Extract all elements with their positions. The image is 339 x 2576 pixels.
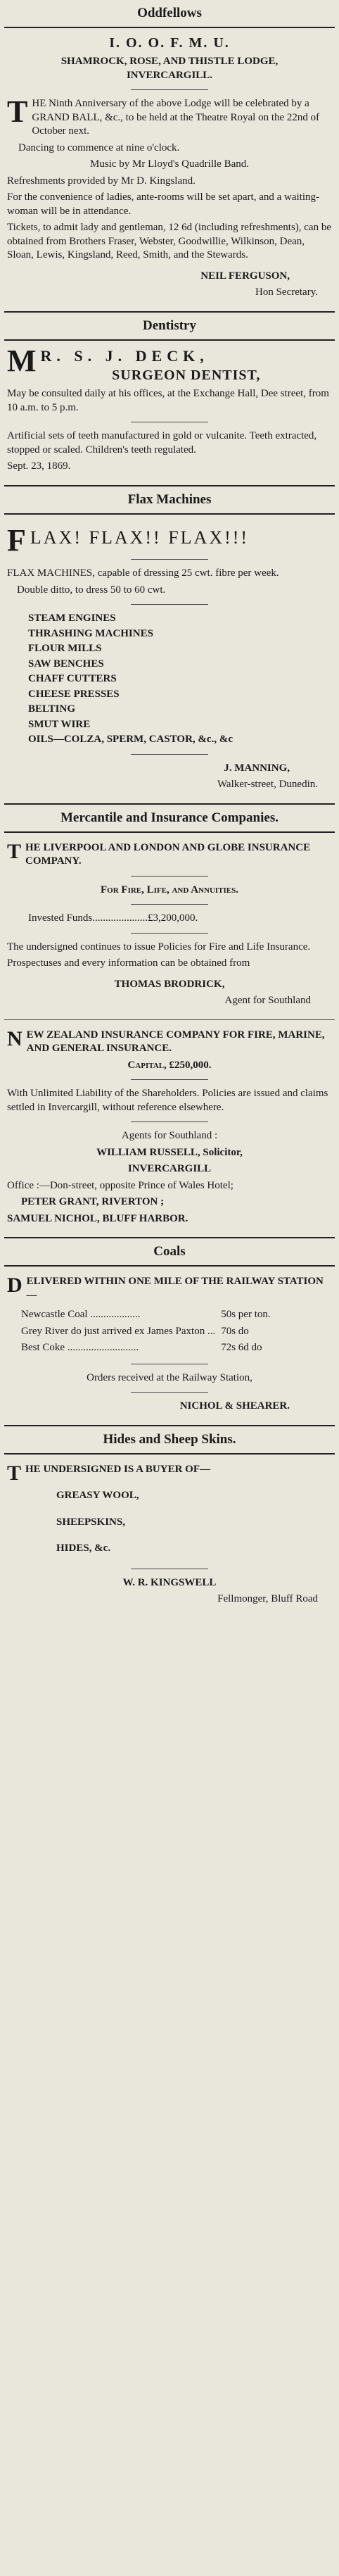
liverpool-title-text: HE LIVERPOOL AND LONDON AND GLOBE INSURANCE COMPANY. [25,841,311,867]
hides-list-item: SHEEPSKINS, [56,1516,125,1528]
short-rule [131,604,208,605]
section-header-hides: Hides and Sheep Skins. [103,1431,236,1447]
hides-list-item: HIDES, &c. [56,1543,111,1554]
flax-list-item: SMUT WIRE [28,718,91,730]
coal-rates-table [21,1307,276,1357]
table-row [21,1340,276,1357]
dentist-name: R. S. J. DECK, [40,346,209,365]
hides-ad [0,1455,339,1618]
agent-1: WILLIAM RUSSELL, Solicitor, [96,1146,243,1158]
liverpool-title [7,841,332,869]
section-header-oddfellows: Oddfellows [137,6,202,20]
nz-title-text: EW ZEALAND INSURANCE COMPANY FOR FIRE, MARINE, AND GENERAL INSURANCE. [26,1029,325,1055]
flax-list-item: CHAFF CUTTERS [28,673,117,685]
issue-text: The undersigned continues to issue Policies for Fire and Life Insurance. [7,941,311,953]
signer-name: J. MANNING, [224,762,290,774]
flax-list-item: CHEESE PRESSES [28,688,120,700]
short-rule [131,754,208,755]
coal-price: 72s 6d do [221,1342,262,1354]
refreshments-text: Refreshments provided by Mr D. Kingsland. [7,175,196,187]
coal-item: Best Coke ........................... [21,1342,139,1354]
section-header-flax: Flax Machines [127,491,212,507]
office-text: Office :—Don-street, opposite Prince of Wales Hotel; [7,1179,234,1191]
oddfellows-title: I. O. O. F. M. U. [109,35,230,51]
short-rule [131,933,208,934]
flax-ad [0,515,339,803]
consult-text: May be consulted daily at his offices, at the Exchange Hall, Dee street, from 10 a.m. to 5 p.m. [7,388,329,413]
prospectuses-text: Prospectuses and every information can be obtained from [7,957,250,969]
flax-list-item: THRASHING MACHINES [28,627,153,639]
hides-list-item: GREASY WOOL, [56,1490,139,1502]
coal-item: Grey River do just arrived ex James Paxton ... [21,1325,216,1337]
liverpool-ad [0,833,339,1019]
dropcap: F [7,522,26,558]
table-row [21,1324,276,1340]
liability-text: With Unlimited Liability of the Shareholders. Policies are issued and claims settled in Invercargill, without reference elsewhere. [7,1088,328,1113]
dentistry-ad [0,341,339,485]
section-header-dentistry: Dentistry [143,318,196,333]
flax-item-list [28,612,332,747]
dropcap: T [7,1461,22,1485]
hides-title [7,1461,332,1485]
signer-name: NEIL FERGUSON, [200,270,290,282]
coal-item: Newcastle Coal ................... [21,1309,141,1321]
dancing-text: Dancing to commence at nine o'clock. [18,142,180,153]
short-rule [131,1392,208,1393]
flax-title: LAX! FLAX!! FLAX!!! [30,527,250,548]
coal-price: 70s do [221,1325,249,1337]
short-rule [131,904,208,905]
agent-3: SAMUEL NICHOL, BLUFF HARBOR. [7,1212,188,1224]
coals-ad [0,1267,339,1425]
signer-address: Walker-street, Dunedin. [217,779,318,791]
flax-list-item: OILS—COLZA, SPERM, CASTOR, &c., &c [28,734,233,746]
flax-list-item: STEAM ENGINES [28,612,116,624]
nz-title [7,1026,332,1056]
oddfellows-intro [7,94,332,139]
lodge-name: SHAMROCK, ROSE, AND THISTLE LODGE, [60,56,279,67]
invested-funds: Invested Funds.....................£3,200,000. [28,912,198,924]
flax-double: Double ditto, to dress 50 to 60 cwt. [17,584,166,596]
short-rule [131,559,208,560]
hides-title-text: HE UNDERSIGNED IS A BUYER OF— [25,1463,210,1475]
date-text: Sept. 23, 1869. [7,460,71,472]
agent-1-place: INVERCARGILL [127,1163,212,1175]
agent-2: PETER GRANT, RIVERTON ; [21,1196,165,1208]
dropcap: T [7,839,22,863]
coal-price: 50s per ton. [221,1309,271,1321]
dropcap: N [7,1026,23,1050]
dropcap: T [7,94,28,129]
signer-name: THOMAS BRODRICK, [114,978,225,990]
intro-text: HE Ninth Anniversary of the above Lodge will be celebrated by a GRAND BALL, &c., to be held at the Theatre Royal on the 22nd of October next. [32,98,320,137]
liverpool-purpose: For Fire, Life, and Annuities. [101,884,238,896]
short-rule [131,1079,208,1080]
teeth-text: Artificial sets of teeth manufactured in gold or vulcanite. Teeth extracted, stopped or scaled. Children's teeth regulated. [7,430,317,455]
signer-title: Hon Secretary. [255,287,318,298]
hides-item-list [56,1489,332,1556]
convenience-text: For the convenience of ladies, ante-rooms will be set apart, and a waiting-woman will be in attendance. [7,191,320,217]
signer-name: W. R. KINGSWELL [122,1576,217,1588]
coals-title-text: ELIVERED WITHIN ONE MILE OF THE RAILWAY STATION— [26,1276,324,1301]
signer-address: Fellmonger, Bluff Road [217,1593,318,1605]
signer-title: Agent for Southland [224,995,311,1007]
flax-list-item: FLOUR MILLS [28,643,102,655]
nz-insurance-ad [0,1020,339,1238]
dropcap: M [7,343,37,378]
section-header-coals: Coals [153,1244,186,1259]
orders-text: Orders received at the Railway Station, [87,1371,252,1383]
oddfellows-ad [0,28,339,311]
flax-list-item: BELTING [28,703,75,715]
table-row [21,1307,276,1324]
flax-list-item: SAW BENCHES [28,658,104,670]
flax-title-row [7,522,332,558]
coals-title [7,1275,332,1302]
dropcap: D [7,1274,23,1298]
section-header-mercantile: Mercantile and Insurance Companies. [60,810,279,825]
short-rule [131,1121,208,1122]
short-rule [131,89,208,90]
nz-capital: Capital, £250,000. [127,1059,212,1071]
short-rule [131,876,208,877]
flax-machines: FLAX MACHINES, capable of dressing 25 cwt. fibre per week. [7,567,279,579]
music-text: Music by Mr Lloyd's Quadrille Band. [89,158,249,170]
signer-name: NICHOL & SHEARER. [179,1400,290,1412]
agents-label: Agents for Southland : [121,1130,218,1142]
lodge-place: INVERCARGILL. [126,69,213,81]
dentist-title: SURGEON DENTIST, [112,367,261,384]
tickets-text: Tickets, to admit lady and gentleman, 12 6d (including refreshments), can be obtained from Brothers Fraser, Webster, Goodwillie, Wilkinson, Dean, Sloan, Lewis, Kingsland, Reed, Smith, and the Stewards. [7,222,332,260]
